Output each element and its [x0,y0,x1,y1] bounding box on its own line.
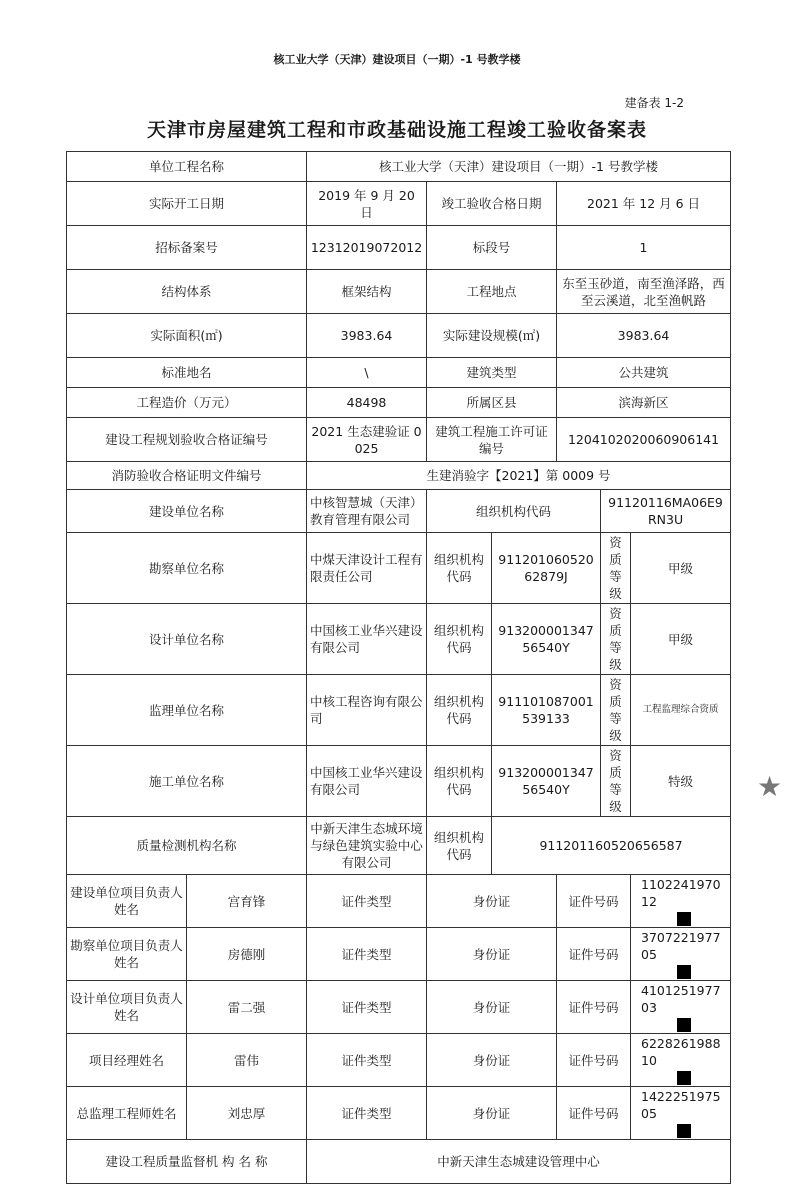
id-number: 142225197505 [641,1089,721,1121]
id-number: 110224197012 [641,877,721,909]
cell-label: 所属区县 [427,388,557,418]
cell-label: 建筑工程施工许可证编号 [427,418,557,462]
cell-label: 施工单位名称 [67,746,307,817]
cell-label: 证件号码 [557,1087,631,1140]
cell-value: 1204102020060906141 [557,418,731,462]
stamp-star-icon: ★ [757,770,783,803]
cell-value: 身份证 [427,875,557,928]
cell-value: 特级 [631,746,731,817]
redaction-block [677,965,691,979]
cell-value: 甲级 [631,604,731,675]
table-row [67,182,731,226]
cell-value: 中新天津生态城环境与绿色建筑实验中心有限公司 [307,817,427,875]
redaction-block [677,1124,691,1138]
cell-value: 身份证 [427,1034,557,1087]
form-number: 建备表 1-2 [624,96,684,110]
cell-label: 设计单位名称 [67,604,307,675]
cell-label: 证件号码 [557,875,631,928]
filing-table [66,151,731,1184]
table-row [67,490,731,533]
cell-label: 资质等级 [601,675,631,746]
cell-value [631,928,731,981]
cell-value: 甲级 [631,533,731,604]
cell-label: 证件类型 [307,1087,427,1140]
table-row [67,314,731,358]
cell-label: 证件号码 [557,928,631,981]
table-row [67,388,731,418]
cell-value: 2019 年 9 月 20 日 [307,182,427,226]
cell-label: 证件类型 [307,981,427,1034]
table-row [67,226,731,270]
table-row [67,604,731,675]
cell-label: 实际建设规模(㎡) [427,314,557,358]
cell-value: 3983.64 [557,314,731,358]
cell-value: 刘忠厚 [187,1087,307,1140]
cell-label: 总监理工程师姓名 [67,1087,187,1140]
cell-label: 证件号码 [557,981,631,1034]
table-row [67,817,731,875]
cell-label: 组织机构代码 [427,490,601,533]
cell-label: 建筑类型 [427,358,557,388]
cell-label: 单位工程名称 [67,152,307,182]
cell-label: 结构体系 [67,270,307,314]
cell-label: 建设单位名称 [67,490,307,533]
cell-value: 框架结构 [307,270,427,314]
cell-label: 工程地点 [427,270,557,314]
cell-value: 身份证 [427,928,557,981]
table-row [67,152,731,182]
cell-value: 1 [557,226,731,270]
cell-label: 建设单位项目负责人姓名 [67,875,187,928]
cell-value: 生建消验字【2021】第 0009 号 [307,462,731,490]
cell-value: 48498 [307,388,427,418]
cell-value: 宫育锋 [187,875,307,928]
cell-value: 91320000134756540Y [492,604,601,675]
page-title: 天津市房屋建筑工程和市政基础设施工程竣工验收备案表 [146,119,647,141]
cell-value: 中煤天津设计工程有限责任公司 [307,533,427,604]
document-header: 核工业大学（天津）建设项目（一期）-1 号教学楼 [273,53,521,66]
cell-label: 设计单位项目负责人姓名 [67,981,187,1034]
cell-value: 中核智慧城（天津）教育管理有限公司 [307,490,427,533]
cell-value: 中国核工业华兴建设有限公司 [307,604,427,675]
cell-label: 勘察单位项目负责人姓名 [67,928,187,981]
cell-label: 资质等级 [601,533,631,604]
cell-label: 证件类型 [307,875,427,928]
cell-value: 身份证 [427,981,557,1034]
id-number: 622826198810 [641,1036,721,1068]
cell-label: 证件类型 [307,1034,427,1087]
cell-value: 雷二强 [187,981,307,1034]
cell-label: 竣工验收合格日期 [427,182,557,226]
redaction-block [677,912,691,926]
table-row [67,358,731,388]
cell-label: 消防验收合格证明文件编号 [67,462,307,490]
cell-value [631,1034,731,1087]
cell-value: \ [307,358,427,388]
cell-value: 3983.64 [307,314,427,358]
table-row [67,1034,731,1087]
cell-value: 核工业大学（天津）建设项目（一期）-1 号教学楼 [307,152,731,182]
table-row [67,462,731,490]
cell-value: 滨海新区 [557,388,731,418]
table-row [67,1140,731,1184]
table-row [67,746,731,817]
cell-value: 中国核工业华兴建设有限公司 [307,746,427,817]
id-number: 410125197703 [641,983,721,1015]
table-row [67,270,731,314]
cell-value: 911201160520656587 [492,817,731,875]
cell-value: 911101087001539133 [492,675,601,746]
table-row [67,981,731,1034]
cell-label: 监理单位名称 [67,675,307,746]
cell-value: 公共建筑 [557,358,731,388]
cell-value: 12312019072012 [307,226,427,270]
cell-value: 91120106052062879J [492,533,601,604]
cell-label: 证件号码 [557,1034,631,1087]
table-row [67,675,731,746]
table-row [67,1087,731,1140]
cell-value: 工程监理综合资质 [631,675,731,746]
cell-value: 2021 生态建验证 0025 [307,418,427,462]
cell-value: 2021 年 12 月 6 日 [557,182,731,226]
cell-value: 雷伟 [187,1034,307,1087]
cell-value: 91120116MA06E9RN3U [601,490,731,533]
cell-label: 建设工程质量监督机 构 名 称 [67,1140,307,1184]
cell-value [631,981,731,1034]
cell-label: 组织机构代码 [427,746,492,817]
cell-label: 资质等级 [601,604,631,675]
cell-label: 实际开工日期 [67,182,307,226]
cell-label: 实际面积(㎡) [67,314,307,358]
cell-value: 身份证 [427,1087,557,1140]
cell-label: 资质等级 [601,746,631,817]
id-number: 370722197705 [641,930,721,962]
cell-label: 建设工程规划验收合格证编号 [67,418,307,462]
table-row [67,928,731,981]
cell-value: 东至玉砂道，南至渔泽路，西至云溪道，北至渔帆路 [557,270,731,314]
cell-label: 项目经理姓名 [67,1034,187,1087]
cell-value: 91320000134756540Y [492,746,601,817]
cell-label: 组织机构代码 [427,817,492,875]
cell-value: 中核工程咨询有限公司 [307,675,427,746]
cell-label: 组织机构代码 [427,604,492,675]
cell-value [631,875,731,928]
cell-value [631,1087,731,1140]
cell-label: 招标备案号 [67,226,307,270]
cell-label: 组织机构代码 [427,675,492,746]
table-row [67,418,731,462]
cell-value: 房德刚 [187,928,307,981]
cell-label: 组织机构代码 [427,533,492,604]
cell-label: 勘察单位名称 [67,533,307,604]
cell-label: 质量检测机构名称 [67,817,307,875]
table-row [67,533,731,604]
cell-label: 证件类型 [307,928,427,981]
redaction-block [677,1071,691,1085]
cell-label: 工程造价（万元） [67,388,307,418]
cell-label: 标段号 [427,226,557,270]
table-row [67,875,731,928]
cell-value: 中新天津生态城建设管理中心 [307,1140,731,1184]
cell-label: 标准地名 [67,358,307,388]
redaction-block [677,1018,691,1032]
